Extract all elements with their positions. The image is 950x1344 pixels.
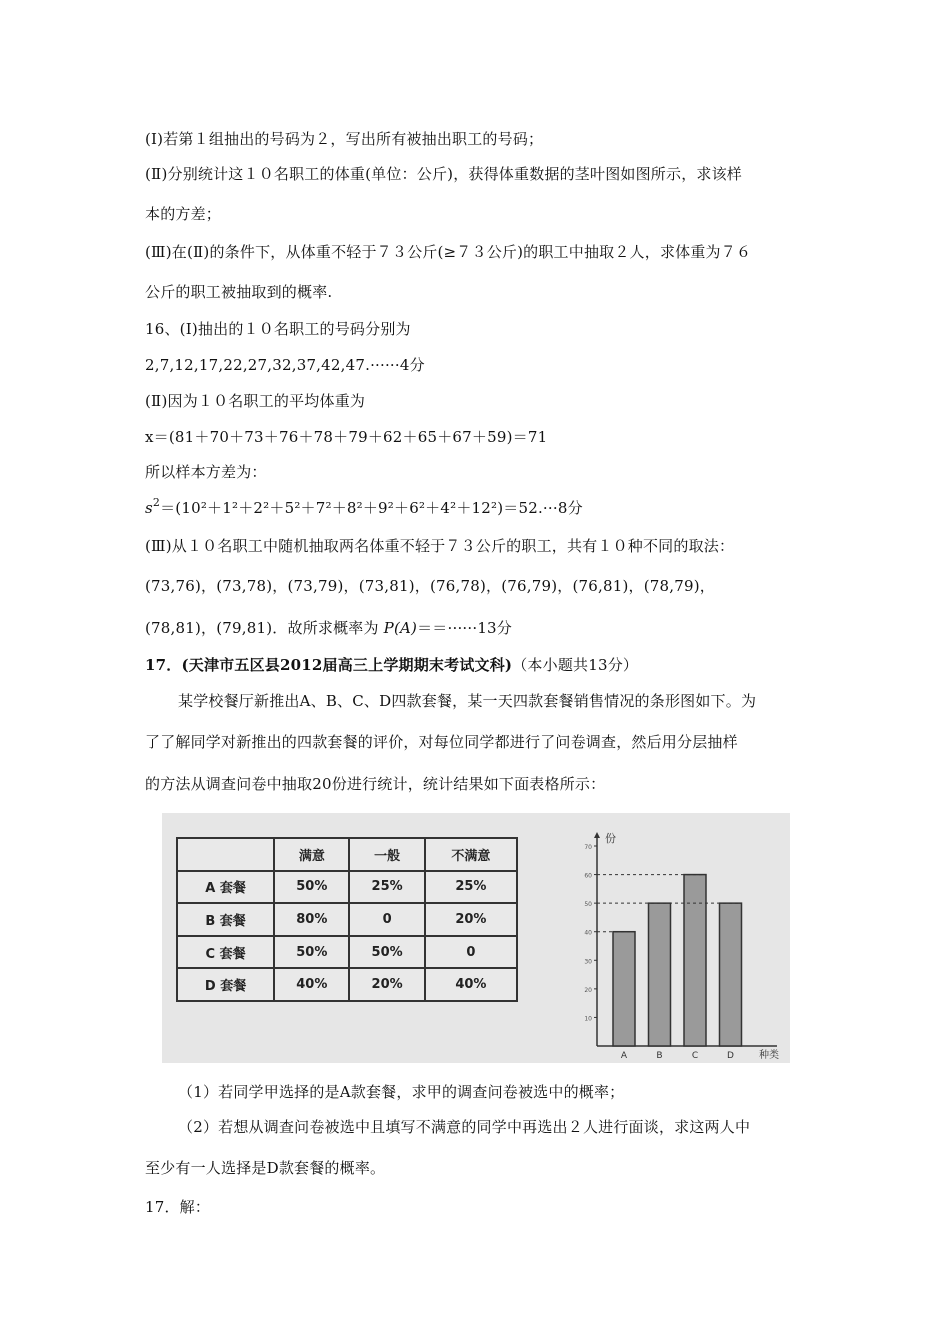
bar-b	[649, 903, 671, 1046]
table-cell: D 套餐	[177, 968, 274, 1001]
table-cell: 25%	[425, 871, 517, 904]
y-tick-label: 40	[584, 929, 592, 937]
y-tick-label: 50	[584, 901, 592, 909]
table-row	[177, 936, 517, 969]
sales-bar-chart	[572, 821, 782, 1061]
answer-16-variance-label: 所以样本方差为：	[145, 463, 267, 481]
table-cell: 20%	[349, 968, 424, 1001]
table-cell: 40%	[425, 968, 517, 1001]
question-17-sub-2: （2）若想从调查问卷被选中且填写不满意的同学中再选出２人进行面谈，求这两人中	[178, 1118, 751, 1136]
probability-prefix: (78,81)，(79,81)．故所求概率为	[145, 619, 384, 637]
y-tick-label: 10	[584, 1015, 592, 1023]
y-axis-arrow	[594, 832, 600, 838]
bar-c	[684, 875, 706, 1046]
table-row	[177, 871, 517, 904]
x-tick-label: D	[727, 1051, 734, 1061]
table-cell: 50%	[349, 936, 424, 969]
table-header-cell: 一般	[349, 838, 424, 871]
probability-symbol: P(A)	[383, 619, 418, 637]
table-cell: 50%	[274, 871, 349, 904]
table-cell: A 套餐	[177, 871, 274, 904]
y-tick-label: 60	[584, 872, 592, 880]
x-tick-label: C	[691, 1051, 699, 1061]
table-row	[177, 968, 517, 1001]
table-cell: C 套餐	[177, 936, 274, 969]
question-part-3-cont: 公斤的职工被抽取到的概率.	[145, 283, 333, 301]
y-tick-label: 30	[584, 958, 592, 966]
y-tick-label: 70	[584, 844, 592, 851]
survey-table	[176, 837, 518, 1002]
question-17-points: （本小题共13分）	[512, 656, 639, 674]
question-17-sub-1: （1）若同学甲选择的是A款套餐，求甲的调查问卷被选中的概率；	[178, 1083, 625, 1101]
question-part-2: (Ⅱ)分别统计这１０名职工的体重(单位：公斤)，获得体重数据的茎叶图如图所示，求该样	[145, 165, 743, 183]
y-tick-label: 20	[584, 986, 592, 994]
question-17-para-2: 了了解同学对新推出的四款套餐的评价，对每位同学都进行了问卷调查，然后用分层抽样	[145, 733, 738, 751]
answer-16-part-1: 16、(Ⅰ)抽出的１０名职工的号码分别为	[145, 320, 411, 338]
table-cell: 25%	[349, 871, 424, 904]
table-cell: 0	[349, 903, 424, 936]
answer-16-pairs: (73,76)，(73,78)，(73,79)，(73,81)，(76,78)，(76,79)，(76,81)，(78,79)，	[145, 577, 715, 595]
bar-a	[613, 932, 635, 1046]
x-axis-label: 种类	[759, 1050, 779, 1061]
answer-16-mean: x＝(81＋70＋73＋76＋78＋79＋62＋65＋67＋59)＝71	[145, 428, 548, 446]
table-cell: 40%	[274, 968, 349, 1001]
x-tick-label: A	[620, 1051, 628, 1061]
variance-symbol: s	[145, 499, 153, 517]
table-cell: 50%	[274, 936, 349, 969]
question-17-para-1: 某学校餐厅新推出A、B、C、D四款套餐，某一天四款套餐销售情况的条形图如下。为	[178, 692, 757, 710]
question-17-source: (天津市五区县2012届高三上学期期末考试文科)	[181, 656, 513, 674]
question-17-sub-2-cont: 至少有一人选择是D款套餐的概率。	[145, 1159, 386, 1177]
question-17-para-3: 的方法从调查问卷中抽取20份进行统计，统计结果如下面表格所示：	[145, 775, 606, 793]
variance-expression: ＝(10²＋1²＋2²＋5²＋7²＋8²＋9²＋6²＋4²＋12²)＝52.···8分	[160, 499, 583, 517]
table-header-row	[177, 838, 517, 871]
question-part-3: (Ⅲ)在(Ⅱ)的条件下，从体重不轻于７３公斤(≥７３公斤)的职工中抽取２人，求体重为７６	[145, 243, 752, 261]
table-header-cell: 满意	[274, 838, 349, 871]
table-row	[177, 903, 517, 936]
question-part-1: (Ⅰ)若第１组抽出的号码为２，写出所有被抽出职工的号码；	[145, 130, 544, 148]
answer-16-part-3: (Ⅲ)从１０名职工中随机抽取两名体重不轻于７３公斤的职工，共有１０种不同的取法：	[145, 537, 735, 555]
probability-suffix: ＝＝······13分	[417, 619, 513, 637]
question-17-number: 17．	[145, 656, 182, 674]
table-cell: 0	[425, 936, 517, 969]
table-header-cell: 不满意	[425, 838, 517, 871]
question-17-heading	[145, 654, 638, 675]
table-header-cell	[177, 838, 274, 871]
answer-16-numbers: 2,7,12,17,22,27,32,37,42,47.······4分	[145, 356, 425, 374]
solution-17-label: 17．解：	[145, 1198, 211, 1216]
bar-d	[720, 903, 742, 1046]
table-cell: 20%	[425, 903, 517, 936]
answer-16-probability	[145, 617, 512, 638]
answer-16-variance	[145, 497, 583, 518]
question-part-2-cont: 本的方差；	[145, 205, 222, 223]
table-cell: B 套餐	[177, 903, 274, 936]
answer-16-part-2: (Ⅱ)因为１０名职工的平均体重为	[145, 392, 366, 410]
y-axis-label: 份	[605, 832, 616, 845]
variance-exponent: 2	[152, 496, 161, 509]
x-tick-label: B	[656, 1051, 663, 1061]
table-cell: 80%	[274, 903, 349, 936]
figure-table-and-chart	[162, 813, 790, 1063]
